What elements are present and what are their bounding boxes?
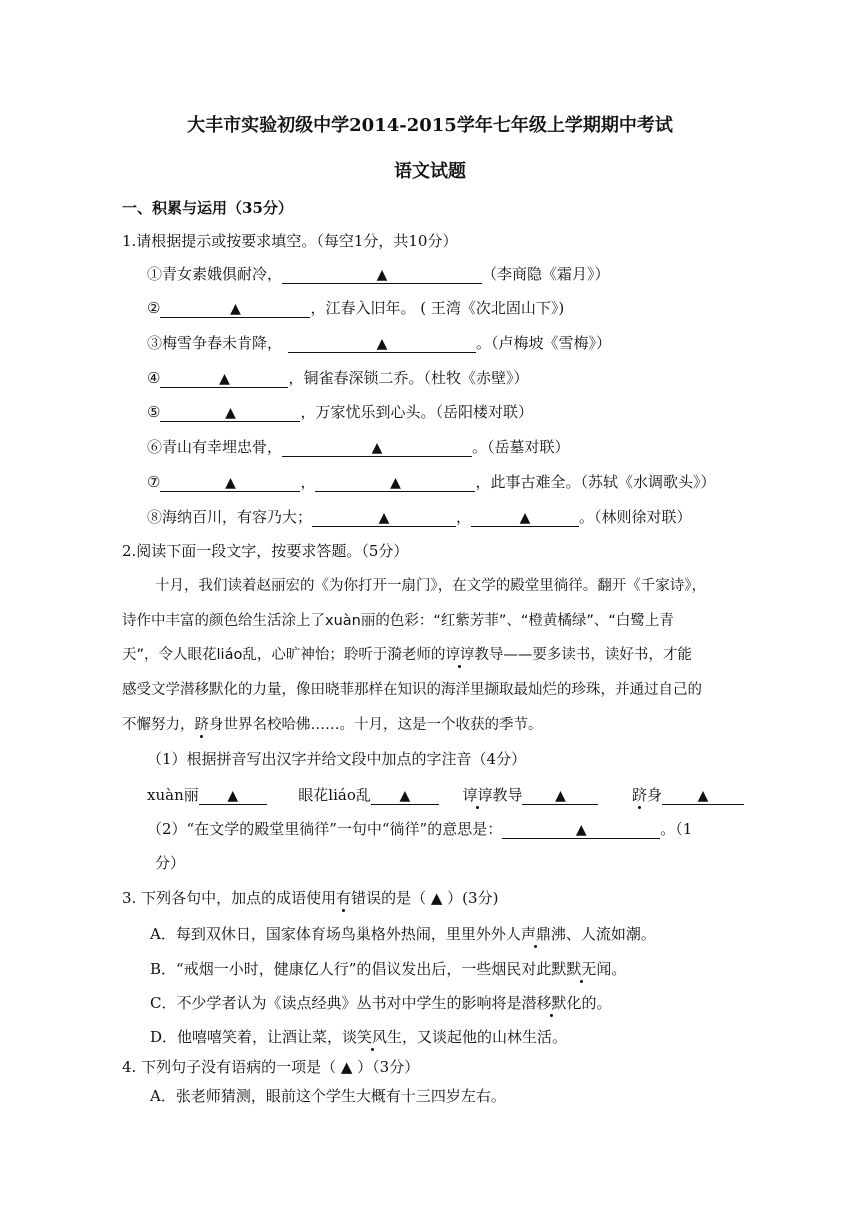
q2-sub1: （1）根据拼音写出汉字并给文段中加点的字注音（4分）	[147, 750, 527, 768]
q2-stem: 2.阅读下面一段文字，按要求答题。（5分）	[122, 542, 409, 560]
q3-stem	[122, 888, 498, 908]
fill-label: 教导	[492, 786, 523, 804]
answer-blank[interactable]	[471, 508, 579, 527]
sub-question: （2）“在文学的殿堂里徜徉”一句中“徜徉”的意思是：	[147, 820, 503, 838]
item-suffix: 。（卢梅坡《雪梅》）	[476, 334, 612, 352]
item-suffix: （李商隐《霜月》）	[482, 265, 610, 283]
answer-blank[interactable]	[522, 786, 598, 805]
blank-marker: ▲	[519, 510, 531, 526]
blank-marker: ▲	[399, 788, 411, 804]
q2-fill-row	[147, 785, 744, 805]
option-text: C．不少学者认为《读点经典》丛书对中学生的影响将是	[150, 994, 522, 1012]
blank-marker: ▲	[219, 371, 230, 387]
blank-marker: ▲	[697, 788, 709, 804]
option-text: B．“戒烟一小时，健康亿人行”的倡议发出后，一些烟民对此	[150, 960, 552, 978]
item-separator: ，	[456, 508, 472, 526]
option-text: 、人流如潮。	[565, 925, 656, 943]
fill-label: xuàn丽	[147, 786, 199, 804]
answer-blank[interactable]	[160, 403, 300, 422]
q2-sub2	[147, 819, 692, 839]
passage-line-2: 诗作中丰富的颜色给生活涂上了xuàn丽的色彩：“红紫芳菲”、“橙黄橘绿”、“白鹭上青	[122, 613, 674, 629]
option-text: 的。	[581, 994, 612, 1012]
item-suffix: ，万家忧乐到心头。（岳阳楼对联）	[300, 403, 533, 421]
passage-text: 教导——要多读书，读好书，才能	[474, 647, 692, 663]
passage-line-1: 十月，我们读着赵丽宏的《为你打开一扇门》，在文学的殿堂里徜徉。翻开《千家诗》，	[155, 578, 706, 594]
dotted-word: 跻	[632, 786, 648, 804]
blank-marker: ▲	[390, 475, 401, 491]
q1-item-4	[147, 368, 528, 388]
answer-blank[interactable]	[160, 369, 288, 388]
item-prefix: ⑦	[147, 473, 161, 491]
passage-text: 天”，令人眼花liáo乱，心旷神怡；聆听于漪老师的	[122, 647, 446, 663]
q1-stem: 1.请根据提示或按要求填空。（每空1分，共10分）	[122, 232, 458, 250]
passage-text: 不懈努力，	[122, 717, 195, 733]
blank-marker: ▲	[575, 822, 587, 838]
dotted-word: 跻	[194, 717, 209, 733]
passage-line-3	[122, 645, 692, 665]
blank-marker: ▲	[230, 301, 241, 317]
answer-blank[interactable]	[282, 438, 472, 457]
blank-marker: ▲	[378, 510, 390, 526]
answer-blank[interactable]	[282, 265, 482, 284]
item-suffix: ，铜雀春深锁二乔。（杜牧《赤壁》）	[288, 369, 529, 387]
passage-line-4: 感受文学潜移默化的力量，像田晓菲那样在知识的海洋里撷取最灿烂的珍珠，并通过自己的	[122, 682, 702, 698]
blank-marker: ▲	[225, 405, 236, 421]
option-text: A．每到双休日，国家体育场鸟巢格外热闹，里里外外	[150, 925, 506, 943]
dotted-word: 谆谆	[445, 647, 475, 663]
item-prefix: ⑧海纳百川，有容乃大；	[147, 508, 313, 526]
option-text: D．他嘻嘻笑着，让酒让菜，	[150, 1028, 343, 1046]
dotted-word: 谈笑风生	[342, 1028, 403, 1046]
item-prefix: ②	[147, 299, 161, 317]
dotted-word: 默默无闻	[551, 960, 612, 978]
item-prefix: ⑥青山有幸埋忠骨，	[147, 438, 283, 456]
q1-item-5	[147, 402, 533, 422]
fill-label: 眼花liáo乱	[298, 786, 371, 804]
item-prefix: ④	[147, 369, 161, 387]
blank-marker: ▲	[371, 440, 383, 456]
dotted-word: 谆谆	[462, 786, 493, 804]
item-prefix: ③梅雪争春未肯降，	[147, 334, 283, 352]
blank-marker: ▲	[376, 267, 388, 283]
q1-item-1	[147, 264, 610, 284]
q1-item-8	[147, 507, 692, 527]
exam-title: 大丰市实验初级中学2014-2015学年七年级上学期期中考试	[187, 115, 673, 136]
stem-text: 3. 下列各句中，加点的成语	[122, 889, 307, 907]
q4-option-a[interactable]: A．张老师猜测，眼前这个学生大概有十三四岁左右。	[150, 1087, 506, 1105]
answer-blank[interactable]	[199, 786, 267, 805]
answer-blank[interactable]	[315, 473, 475, 492]
answer-blank[interactable]	[160, 473, 300, 492]
item-prefix: ①青女素娥俱耐冷，	[147, 265, 283, 283]
exam-subtitle: 语文试题	[394, 161, 466, 182]
q3-option-b[interactable]	[150, 959, 626, 979]
dotted-word: 潜移默化	[521, 994, 582, 1012]
answer-blank[interactable]	[502, 820, 660, 839]
dotted-word: 使用有错误	[306, 889, 382, 907]
blank-marker: ▲	[555, 788, 566, 804]
blank-marker: ▲	[376, 336, 388, 352]
item-suffix: 。（林则徐对联）	[579, 508, 692, 526]
option-text: 。	[611, 960, 627, 978]
passage-line-5	[122, 715, 543, 735]
stem-text: 的是（ ▲ ）(3分)	[381, 889, 499, 907]
blank-marker: ▲	[225, 475, 236, 491]
q3-option-a[interactable]	[150, 924, 656, 944]
answer-blank[interactable]	[312, 508, 456, 527]
item-suffix: ，此事古难全。（苏轼《水调歌头》）	[475, 473, 716, 491]
answer-blank[interactable]	[288, 334, 476, 353]
q1-item-2	[147, 298, 564, 318]
item-prefix: ⑤	[147, 403, 161, 421]
answer-blank[interactable]	[662, 786, 744, 805]
q1-item-3	[147, 333, 611, 353]
blank-marker: ▲	[227, 788, 239, 804]
q1-item-7	[147, 472, 715, 492]
q3-option-d[interactable]	[150, 1027, 567, 1047]
q1-item-6	[147, 437, 570, 457]
answer-blank[interactable]	[160, 299, 310, 318]
q2-sub2-cont: 分）	[155, 854, 186, 872]
passage-text: 身世界名校哈佛……。十月，这是一个收获的季节。	[209, 717, 543, 733]
q3-option-c[interactable]	[150, 993, 612, 1013]
item-separator: ，	[300, 473, 316, 491]
q4-stem: 4. 下列句子没有语病的一项是（ ▲ ）（3分）	[122, 1058, 420, 1076]
section-heading: 一、积累与运用（35分）	[122, 199, 293, 217]
answer-blank[interactable]	[371, 786, 439, 805]
item-suffix: ，江春入旧年。 ( 王湾《次北固山下》)	[310, 299, 565, 317]
fill-label: 身	[647, 786, 663, 804]
sub-question-end: 。（1	[660, 820, 693, 838]
item-suffix: 。（岳墓对联）	[472, 438, 570, 456]
option-text: ，又谈起他的山林生活。	[402, 1028, 568, 1046]
dotted-word: 人声鼎沸	[505, 925, 566, 943]
